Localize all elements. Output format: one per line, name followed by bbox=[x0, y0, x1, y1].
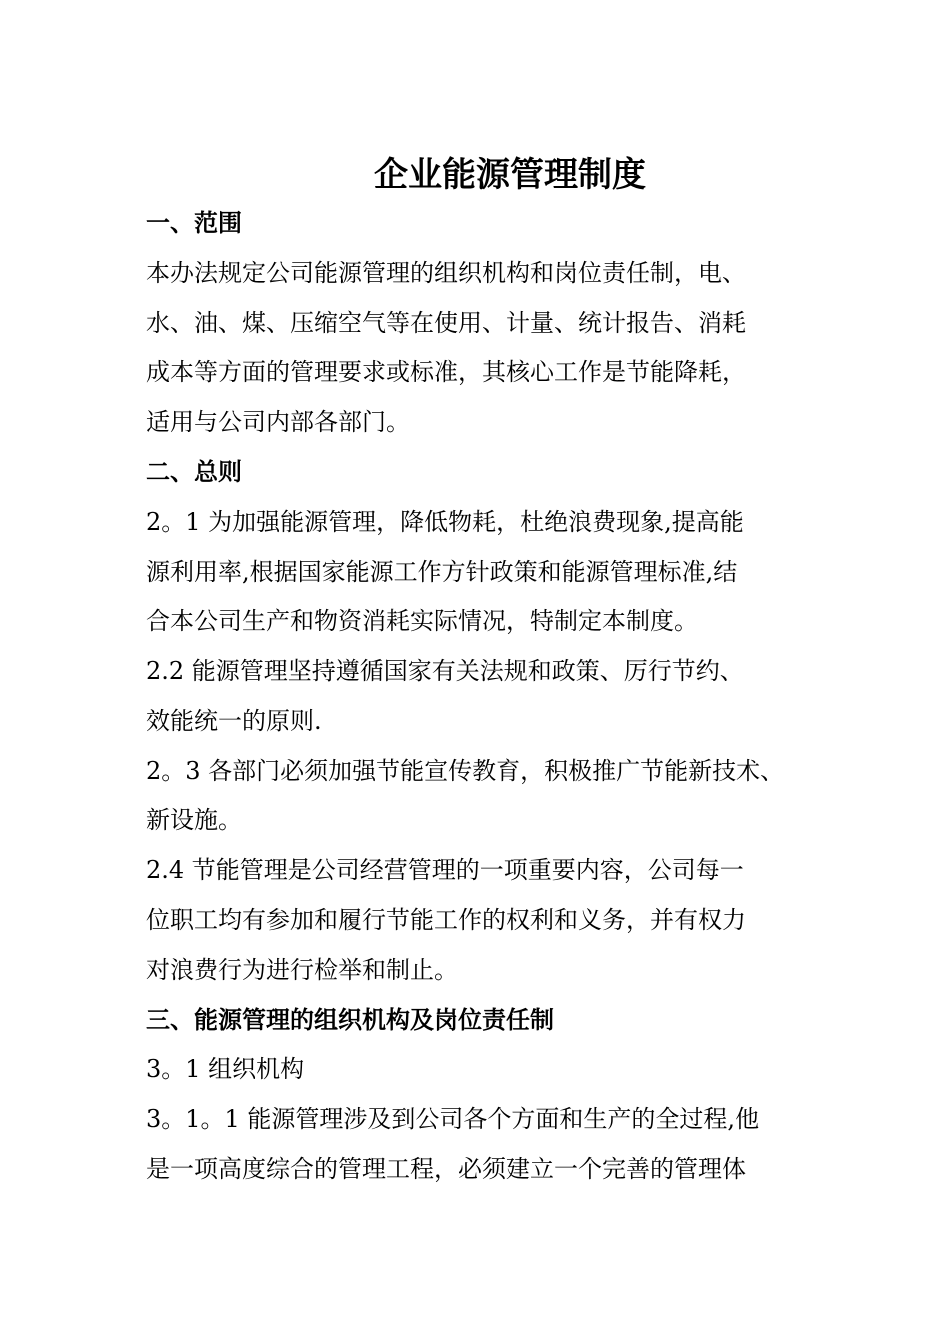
paragraph-line: 源利用率,根据国家能源工作方针政策和能源管理标准,结 bbox=[146, 558, 738, 586]
paragraph-line: 3。1。1 能源管理涉及到公司各个方面和生产的全过程,他 bbox=[146, 1105, 760, 1133]
paragraph-line: 2.4 节能管理是公司经营管理的一项重要内容，公司每一 bbox=[146, 856, 744, 884]
paragraph-line: 2。1 为加强能源管理，降低物耗，杜绝浪费现象,提高能 bbox=[146, 508, 744, 536]
section-heading-general: 二、总则 bbox=[146, 457, 242, 486]
paragraph-line: 效能统一的原则. bbox=[146, 707, 322, 735]
paragraph-line: 合本公司生产和物资消耗实际情况，特制定本制度。 bbox=[146, 607, 698, 635]
paragraph-line: 2。3 各部门必须加强节能宣传教育，积极推广节能新技术、 bbox=[146, 757, 785, 785]
paragraph-line: 本办法规定公司能源管理的组织机构和岗位责任制，电、 bbox=[146, 259, 746, 287]
paragraph-line: 对浪费行为进行检举和制止。 bbox=[146, 956, 458, 984]
paragraph-line: 成本等方面的管理要求或标准，其核心工作是节能降耗， bbox=[146, 358, 746, 386]
paragraph-line: 2.2 能源管理坚持遵循国家有关法规和政策、厉行节约、 bbox=[146, 657, 744, 685]
section-heading-scope: 一、范围 bbox=[146, 208, 242, 237]
section-heading-organization: 三、能源管理的组织机构及岗位责任制 bbox=[146, 1005, 554, 1034]
paragraph-line: 水、油、煤、压缩空气等在使用、计量、统计报告、消耗 bbox=[146, 309, 746, 337]
paragraph-line: 是一项高度综合的管理工程，必须建立一个完善的管理体 bbox=[146, 1155, 746, 1183]
paragraph-line: 适用与公司内部各部门。 bbox=[146, 408, 410, 436]
paragraph-line: 3。1 组织机构 bbox=[146, 1055, 305, 1083]
document-title: 企业能源管理制度 bbox=[374, 155, 646, 195]
paragraph-line: 位职工均有参加和履行节能工作的权利和义务，并有权力 bbox=[146, 906, 746, 934]
paragraph-line: 新设施。 bbox=[146, 806, 242, 834]
